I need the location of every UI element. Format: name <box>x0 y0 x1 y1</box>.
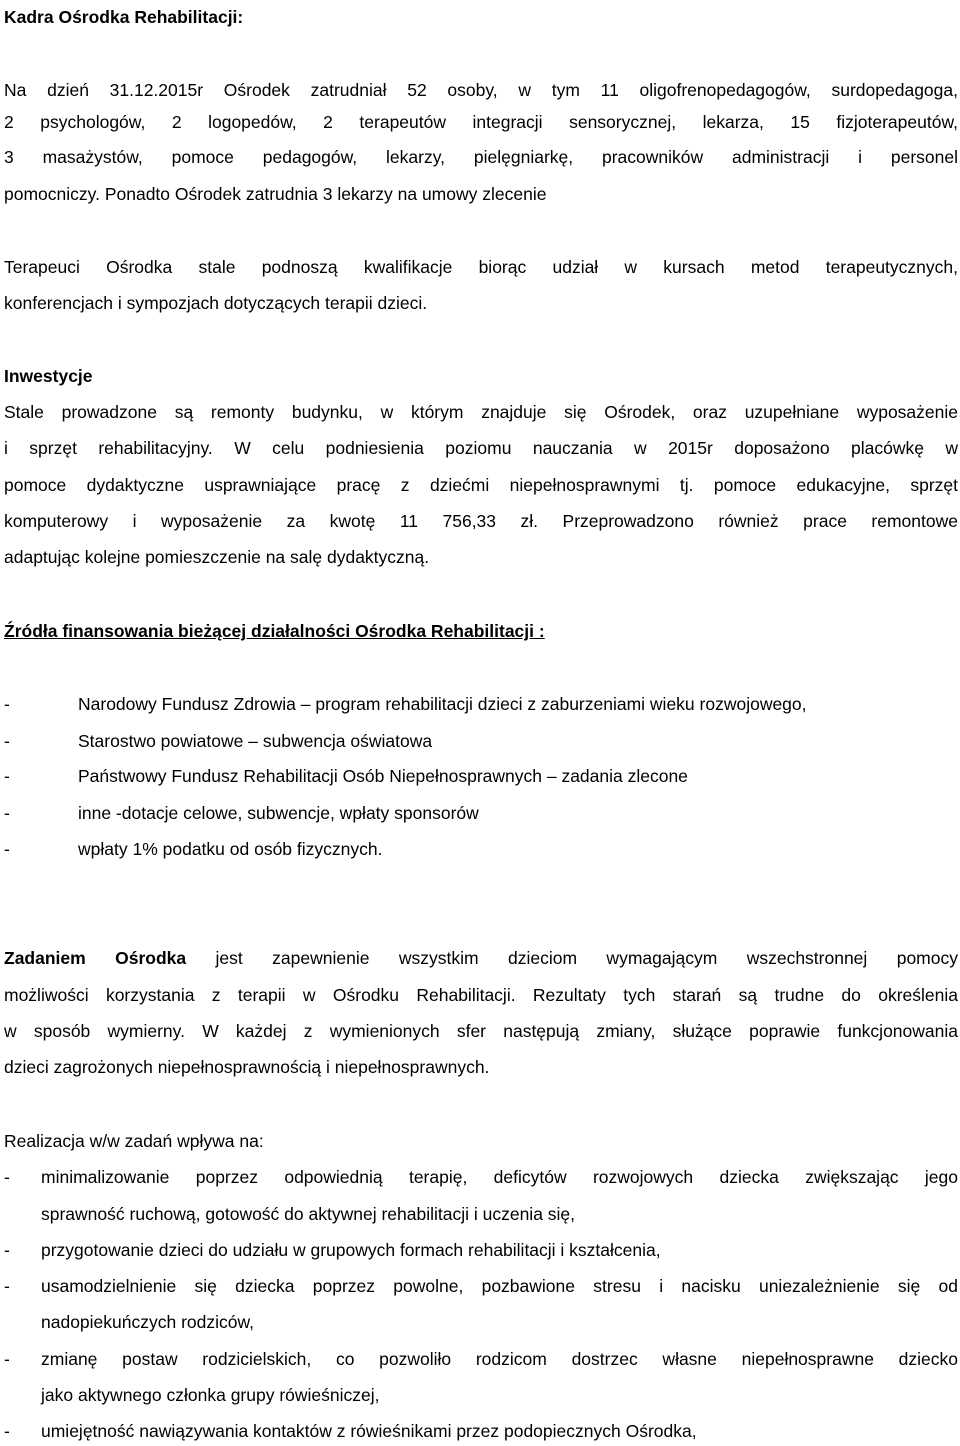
document-page: Kadra Ośrodka Rehabilitacji: Na dzień 31.12.2015r Ośrodek zatrudniał 52 osoby, w tym 11 oligofrenopedagogów, surdopedagoga, 2 psychologów, 2 logopedów, 2 terapeutów integracji sensorycznej, lekarza, 15 fizjoterapeutów, 3 masażystów, pomoce pedagogów, lekarzy, pielęgniarkę, pracowników administracji i personel pomocniczy. Ponadto Ośrodek zatrudnia 3 lekarzy na umowy zlecenie Terapeuci Ośrodka stale podnoszą kwalifikacje biorąc udział w kursach metod terapeutycznych, konferencjach i sympozjach dotyczących terapii dzieci. Inwestycje Stale prowadzone są remonty budynku, w którym znajduje się Ośrodek, oraz uzupełniane wyposażenie i sprzęt rehabilitacyjny. W celu podniesienia poziomu nauczania w 2015r doposażono placówkę w pomoce dydaktyczne usprawniające pracę z dziećmi niepełnosprawnymi tj. pomoce edukacyjne, sprzęt komputerowy i wyposażenie za kwotę 11 756,33 zł. Przeprowadzono również prace remontowe adaptując kolejne pomieszczenie na salę dydaktyczną. Źródła finansowania bieżącej działalności Ośrodka Rehabilitacji : - Narodowy Fundusz Zdrowia – program rehabilitacji dzieci z zaburzeniami wieku rozwojowego, - Starostwo powiatowe – subwencja oświatowa - Państwowy Fundusz Rehabilitacji Osób Niepełnosprawnych – zadania zlecone - inne -dotacje celowe, subwencje, wpłaty sponsorów - wpłaty 1% podatku od osób fizycznych. Zadaniem Ośrodka jest zapewnienie wszystkim dzieciom wymagającym wszechstronnej pomocy możliwości korzystania z terapii w Ośrodku Rehabilitacji. Rezultaty tych starań są trudne do określenia w sposób wymierny. W każdej z wymienionych sfer następują zmiany, służące poprawie funkcjonowania dzieci zagrożonych niepełnosprawnością i niepełnosprawnych. Realizacja w/w zadań wpływa na: - minimalizowanie poprzez odpowiednią terapię, deficytów rozwojowych dziecka zwiększając jego sprawność ruchową, gotowość do aktywnej rehabilitacji i uczenia się, - przygotowanie dzieci do udziału w grupowych formach rehabilitacji i kształcenia, - usamodzielnienie się dziecka poprzez powolne, pozbawione stresu i nacisku uniezależnienie się od nadopiekuńczych rodziców, - zmianę postaw rodzicielskich, co pozwoliło rodzicom dostrzec własne niepełnosprawne dziecko jako aktywnego członka grupy rówieśniczej, - umiejętność nawiązywania kontaktów z rówieśnikami przez podopiecznych Ośrodka, <box>4 7 958 1441</box>
investments-heading: Inwestycje <box>4 366 93 386</box>
investments-line: pomoce dydaktyczne usprawniające pracę z dziećmi niepełnosprawnymi tj. pomoce edukacyjne, sprzęt <box>4 475 958 495</box>
mission-line: dzieci zagrożonych niepełnosprawnością i niepełnosprawnych. <box>4 1057 490 1077</box>
qualification-line: konferencjach i sympozjach dotyczących terapii dzieci. <box>4 293 428 313</box>
qualification-line: Terapeuci Ośrodka stale podnoszą kwalifikacje biorąc udział w kursach metod terapeutycznych, <box>4 257 958 277</box>
list-dash: - <box>4 803 10 823</box>
impact-heading: Realizacja w/w zadań wpływa na: <box>4 1131 264 1151</box>
investments-line: Stale prowadzone są remonty budynku, w którym znajduje się Ośrodek, oraz uzupełniane wyposażenie <box>4 402 958 422</box>
staff-heading: Kadra Ośrodka Rehabilitacji: <box>4 7 244 27</box>
mission-lead: Zadaniem Ośrodka <box>4 948 187 968</box>
mission-line: w sposób wymierny. W każdej z wymienionych sfer następują zmiany, służące poprawie funkcjonowania <box>4 1021 958 1041</box>
staff-line: pomocniczy. Ponadto Ośrodek zatrudnia 3 lekarzy na umowy zlecenie <box>4 184 547 204</box>
list-dash: - <box>4 694 10 714</box>
list-dash: - <box>4 1349 10 1369</box>
list-dash: - <box>4 1167 10 1187</box>
funding-heading: Źródła finansowania bieżącej działalności Ośrodka Rehabilitacji : <box>4 621 545 641</box>
list-dash: - <box>4 1276 10 1296</box>
staff-line: 3 masażystów, pomoce pedagogów, lekarzy, pielęgniarkę, pracowników administracji i personel <box>4 147 958 167</box>
mission-line: Zadaniem Ośrodka jest zapewnienie wszystkim dzieciom wymagającym wszechstronnej pomocy <box>4 948 958 968</box>
staff-line: 2 psychologów, 2 logopedów, 2 terapeutów integracji sensorycznej, lekarza, 15 fizjoterapeutów, <box>4 112 958 132</box>
investments-line: i sprzęt rehabilitacyjny. W celu podniesienia poziomu nauczania w 2015r doposażono placówkę w <box>4 438 958 458</box>
list-dash: - <box>4 839 10 859</box>
list-dash: - <box>4 1421 10 1441</box>
investments-line: komputerowy i wyposażenie za kwotę 11 756,33 zł. Przeprowadzono również prace remontowe <box>4 511 958 531</box>
mission-line: możliwości korzystania z terapii w Ośrodku Rehabilitacji. Rezultaty tych starań są trudne do określenia <box>4 985 958 1005</box>
investments-line: adaptując kolejne pomieszczenie na salę dydaktyczną. <box>4 547 430 567</box>
list-dash: - <box>4 1240 10 1260</box>
list-dash: - <box>4 731 10 751</box>
list-dash: - <box>4 766 10 786</box>
staff-line: Na dzień 31.12.2015r Ośrodek zatrudniał 52 osoby, w tym 11 oligofrenopedagogów, surdopedagoga, <box>4 80 958 100</box>
